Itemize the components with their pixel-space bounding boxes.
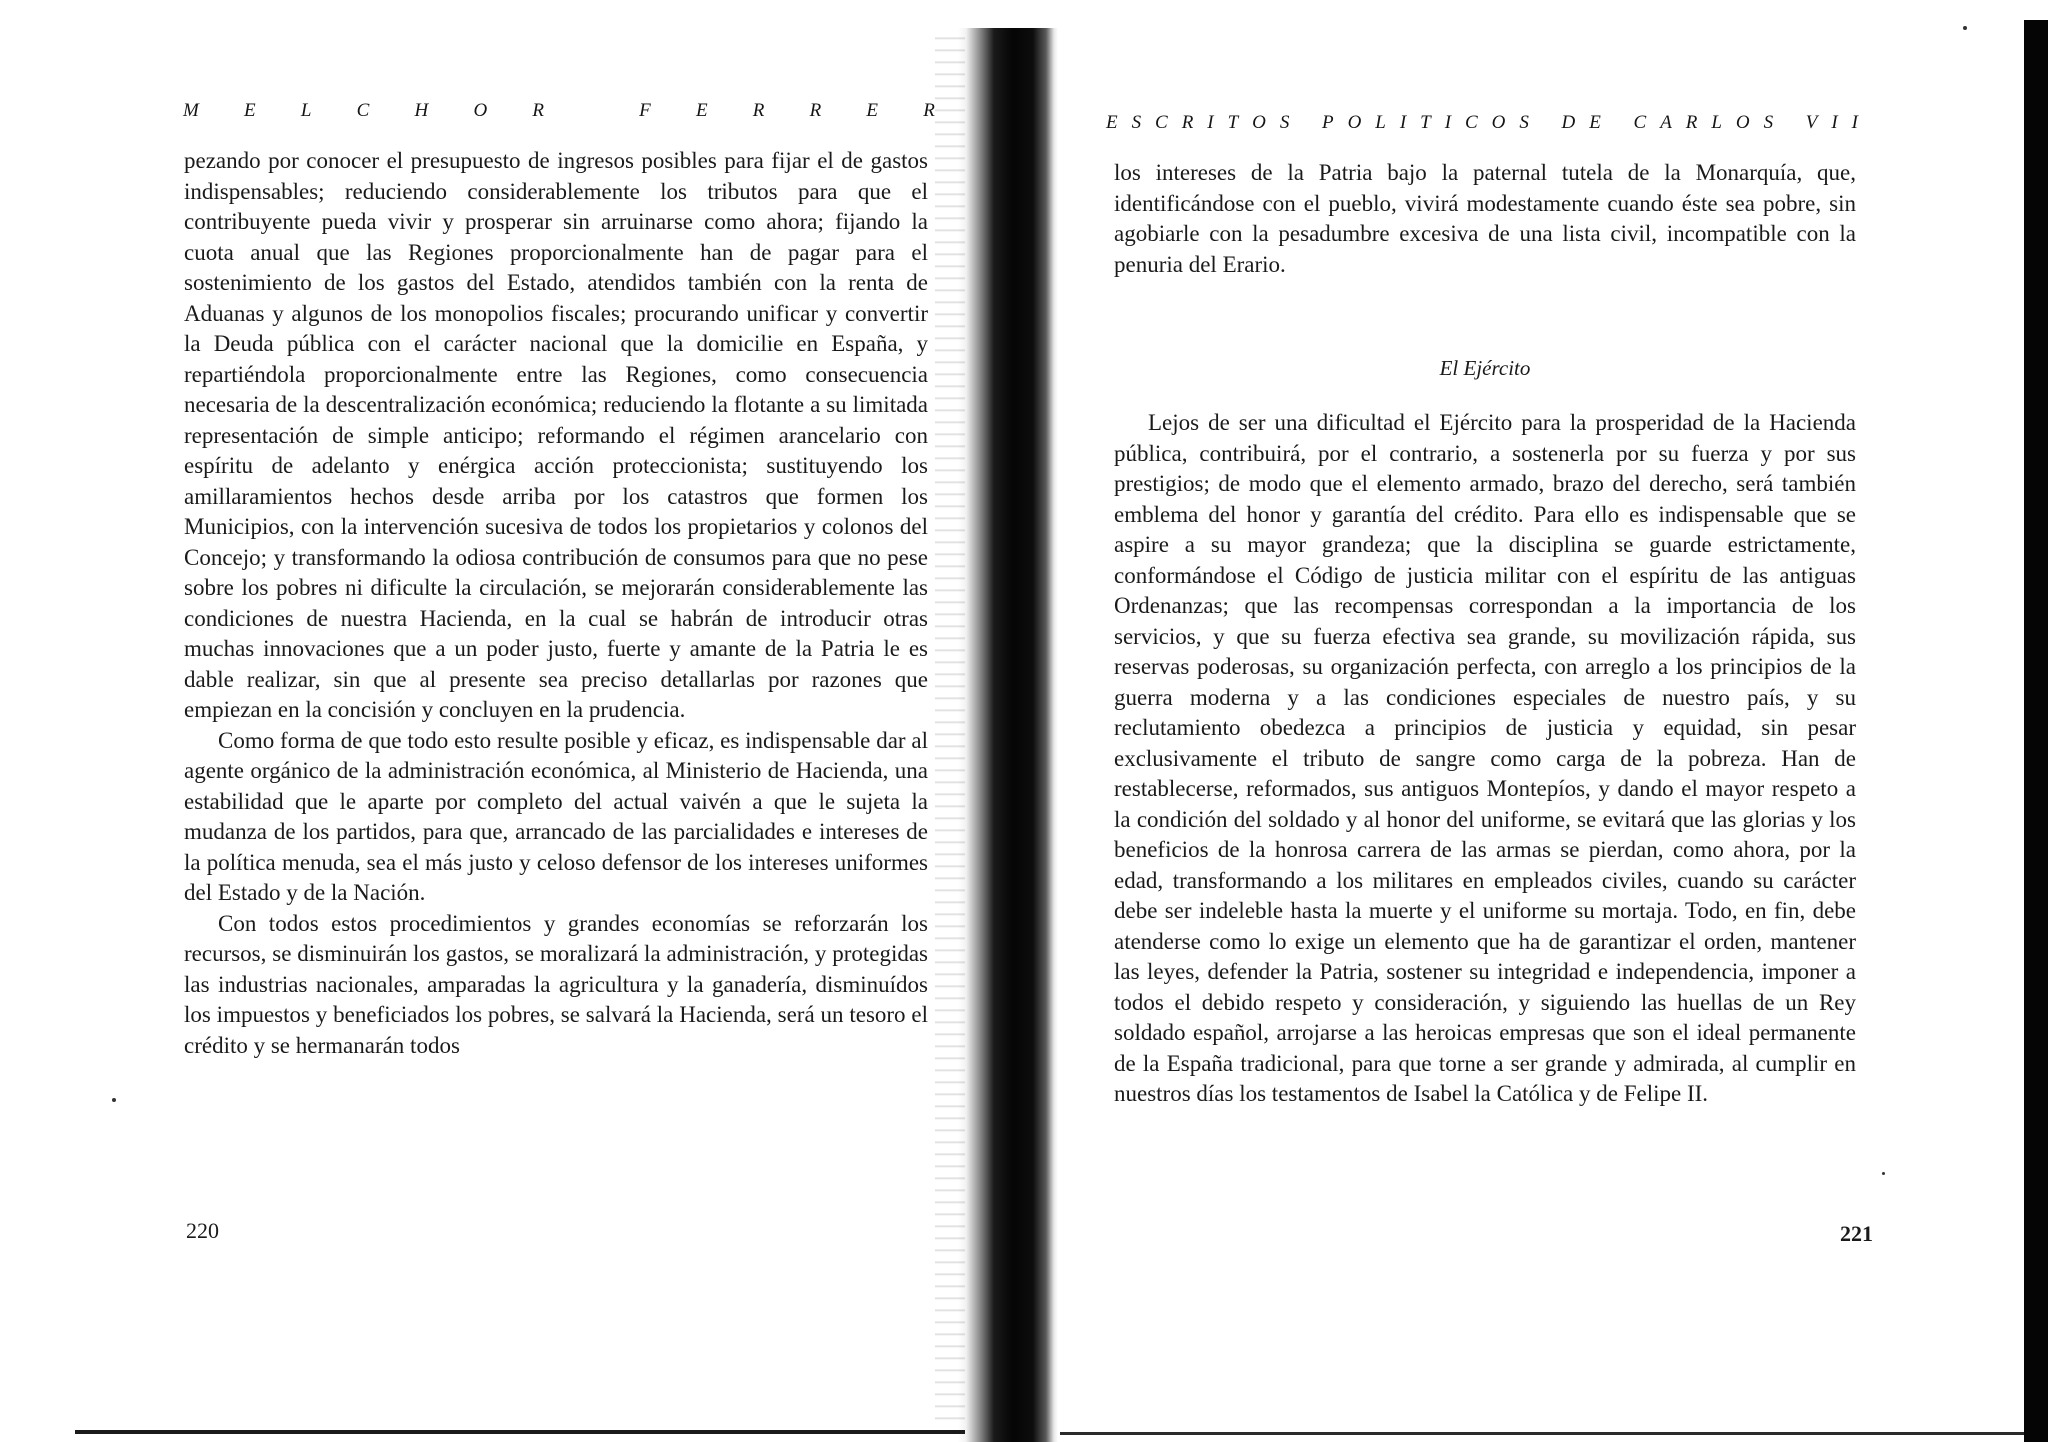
scan-speck (1882, 1172, 1885, 1175)
running-head-letter: O (1252, 112, 1266, 133)
running-head-letter: O (1735, 112, 1750, 133)
right-page-intro (1114, 158, 1856, 280)
running-head-letter: L (1711, 112, 1722, 133)
running-head-letter: H (414, 100, 429, 121)
scan-bottom-edge-left (75, 1430, 965, 1434)
running-head-letter: D (1561, 112, 1576, 133)
running-head-letter: T (1420, 112, 1431, 133)
running-head-letter: M (183, 100, 199, 121)
scan-bottom-edge-right (1060, 1432, 2024, 1435)
running-head-letter: E (695, 100, 708, 121)
running-head-letter: F (639, 100, 651, 121)
running-head-letter: C (1155, 112, 1168, 133)
running-head-letter: I (1831, 112, 1838, 133)
running-head-letter: S (1519, 112, 1529, 133)
running-head-letter: C (1633, 112, 1647, 133)
running-head-letter: E (866, 100, 879, 121)
running-head-letter: R (923, 100, 935, 121)
running-head-letter: R (752, 100, 765, 121)
running-head-letter: S (1763, 112, 1774, 133)
running-head-letter: O (1347, 112, 1362, 133)
scan-right-edge (2024, 20, 2048, 1442)
running-head-letter: I (1444, 112, 1452, 133)
running-head-letter: T (1227, 112, 1239, 133)
running-head-letter: R (532, 100, 544, 121)
running-head-letter: V (1805, 112, 1818, 133)
body-paragraph: Con todos estos procedimientos y grandes economías se reforzarán los recursos, se disminuirán los gastos, se moralizará la administración, y protegidas las industrias nacionales, amparadas la agricultura y la ganadería, disminuídos los impuestos y beneficiados los pobres, se salvará la Hacienda, será un tesoro el crédito y se hermanarán todos (184, 910, 928, 1058)
page-number-right: 221 (1840, 1221, 1873, 1246)
running-head-right (1106, 112, 1858, 134)
running-head-spacer (589, 100, 594, 122)
right-page-body (1114, 408, 1856, 1110)
running-head-letter: O (1491, 112, 1506, 133)
body-paragraph: pezando por conocer el presupuesto de ingresos posibles para fijar el de gastos indispensables; reduciendo considerablemente los tributos para que el contribuyente pueda vivir y prosperar sin arruinarse como ahora; fijando la cuota anual que las Regiones proporcionalmente han de pagar para el sostenimiento de los gastos del Estado, atendidos también con la renta de Aduanas y algunos de los monopolios fiscales; procurando unificar y convertir la Deuda pública con el carácter nacional que la domicilie en España, y repartiéndola proporcionalmente entre las Regiones, como consecuencia necesaria de la descentralización económica; reduciendo la flotante a su limitada representación de simple anticipo; reformando el régimen arancelario con espíritu de adelanto y enérgica acción proteccionista; sustituyendo los amillaramientos hechos desde arriba por los catastros que formen los Municipios, con la intervención sucesiva de todos los propietarios y colonos del Concejo; y transformando la odiosa contribución de consumos para que no pese sobre los pobres ni dificulte la circulación, se mejorarán considerablemente las condiciones de nuestra Hacienda, en la cual se habrán de introducir otras muchas innovaciones que a un poder justo, fuerte y amante de la Patria le es dable realizar, sin que al presente sea preciso detallarlas por razones que empiezan en la concisión y concluyen en la prudencia. (184, 148, 928, 722)
left-page-body (184, 146, 928, 1061)
running-head-letter: R (1685, 112, 1698, 133)
running-head-letter: I (1399, 112, 1407, 133)
running-head-letter: C (356, 100, 370, 121)
running-head-letter: S (1279, 112, 1290, 133)
body-paragraph: los intereses de la Patria bajo la paternal tutela de la Monarquía, que, identificándose con el pueblo, vivirá modestamente cuando éste sea pobre, sin agobiarle con la pesadumbre excesiva de una lista civil, incompatible con la penuria del Erario. (1114, 160, 1856, 277)
running-head-letter: P (1322, 112, 1334, 133)
running-head-letter: E (1106, 112, 1118, 133)
gutter-speckle (935, 28, 965, 1428)
running-head-letter: R (809, 100, 822, 121)
running-head-letter: R (1181, 112, 1194, 133)
running-head-spacer (1787, 112, 1792, 134)
running-head-spacer (1543, 112, 1548, 134)
running-head-letter: E (244, 100, 256, 121)
running-head-letter: S (1131, 112, 1142, 133)
running-head-letter: I (1207, 112, 1214, 133)
body-paragraph: Como forma de que todo esto resulte posible y eficaz, es indispensable dar al agente orgánico de la administración económica, al Ministerio de Hacienda, una estabilidad que le aparte por completo del actual vaivén a que le sujeta la mudanza de los partidos, para que, arrancado de las parcialidades e intereses de la política menuda, sea el más justo y celoso defensor de los intereses uniformes del Estado y de la Nación. (184, 727, 928, 905)
running-head-letter: L (300, 100, 312, 121)
running-head-letter: C (1464, 112, 1478, 133)
page-number-left: 220 (186, 1218, 219, 1243)
running-head-spacer (1303, 112, 1308, 134)
body-paragraph: Lejos de ser una dificultad el Ejército para la prosperidad de la Hacienda pública, contribuirá, por el contrario, a sostenerla por su fuerza y por sus prestigios; de modo que el elemento armado, brazo del derecho, será también emblema del honor y garantía del crédito. Para ello es indispensable que se aspire a su mayor grandeza; que la disciplina se guarde estrictamente, conformándose el Código de justicia militar con el espíritu de las antiguas Ordenanzas; que las recompensas correspondan a la importancia de los servicios, y que su fuerza efectiva sea grande, su movilización rápida, sus reservas poderosas, su organización perfecta, con arreglo a los principios de la guerra moderna y a las condiciones especiales de nuestro país, y su reclutamiento obedezca a principios de justicia y equidad, sin pesar exclusivamente el tributo de sangre como carga de la pobreza. Han de restablecerse, reformados, sus antiguos Montepíos, y dando el mayor respeto a la condición del soldado y al honor del uniforme, se evitará que las glorias y los beneficios de la honrosa carrera de las armas se pierdan, como ahora, por la edad, transformando a los militares en empleados civiles, cuando su carácter debe ser indeleble hasta la muerte y el uniforme su mortaja. Todo, en fin, debe atenderse como lo exige un elemento que ha de garantizar el orden, mantener las leyes, defender la Patria, sostener su integridad e independencia, imponer a todos el debido respeto y consideración, y siguiendo las huellas de un Rey soldado español, arrojarse a las heroicas empresas que son el ideal permanente de la España tradicional, para que torne a ser grande y admirada, al cumplir en nuestros días los testamentos de Isabel la Católica y de Felipe II. (1114, 410, 1856, 1106)
running-head-letter: I (1851, 112, 1858, 133)
section-heading: El Ejército (1439, 356, 1531, 380)
scan-speck (1963, 26, 1967, 30)
running-head-letter: O (473, 100, 488, 121)
book-gutter-shadow (958, 28, 1058, 1442)
running-head-spacer (1615, 112, 1620, 134)
scan-speck (112, 1098, 116, 1102)
running-head-letter: E (1589, 112, 1601, 133)
running-head-letter: L (1375, 112, 1386, 133)
running-head-letter: A (1660, 112, 1672, 133)
running-head-left (183, 100, 935, 122)
